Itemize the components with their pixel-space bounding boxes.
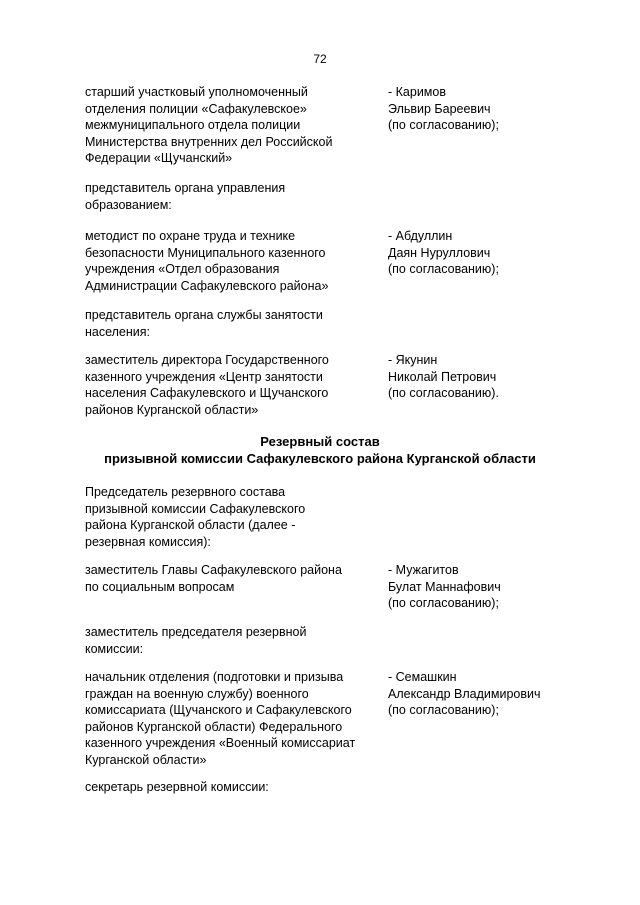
role-reserve-chairman: Председатель резервного состава призывной комиссии Сафакулевского района Курганской области (далее - резервная комиссия): — [85, 485, 306, 549]
role-employment-representative: представитель органа службы занятости населения: — [85, 308, 323, 339]
member-name-muzhagitov: - Мужагитов Булат Маннафович (по согласованию); — [388, 563, 501, 610]
member-position-employment: заместитель директора Государственного казенного учреждения «Центр занятости населения Сафакулевского и Щучанского районов Курганской области» — [85, 353, 329, 417]
member-name-yakunin: - Якунин Николай Петрович (по согласованию). — [388, 353, 499, 400]
member-name-semashkin: - Семашкин Александр Владимирович (по согласованию); — [388, 670, 541, 717]
role-reserve-deputy-chairman: заместитель председателя резервной комиссии: — [85, 625, 307, 656]
page-number: 72 — [313, 52, 327, 66]
role-reserve-secretary: секретарь резервной комиссии: — [85, 780, 269, 794]
section-heading-reserve: Резервный состав — [260, 434, 380, 449]
member-position-deputy-head: заместитель Главы Сафакулевского района по социальным вопросам — [85, 563, 342, 594]
member-position-military: начальник отделения (подготовки и призыва граждан на военную службу) военного комиссариата (Щучанского и Сафакулевского районов Курганской области) Федерального казенного учреждения «Военный комиссариат Курганской области» — [85, 670, 356, 767]
section-subheading-reserve: призывной комиссии Сафакулевского района Курганской области — [104, 451, 536, 466]
role-education-representative: представитель органа управления образованием: — [85, 181, 286, 212]
member-name-karimov: - Каримов Эльвир Бареевич (по согласованию); — [388, 85, 499, 132]
member-position-police: старший участковый уполномоченный отделения полиции «Сафакулевское» межмуниципального отдела полиции Министерства внутренних дел Российской Федерации «Щучанский» — [85, 85, 333, 165]
member-position-education: методист по охране труда и технике безопасности Муниципального казенного учреждения «Отдел образования Администрации Сафакулевского района» — [85, 229, 329, 293]
member-name-abdullin: - Абдуллин Даян Нуруллович (по согласованию); — [388, 229, 499, 276]
